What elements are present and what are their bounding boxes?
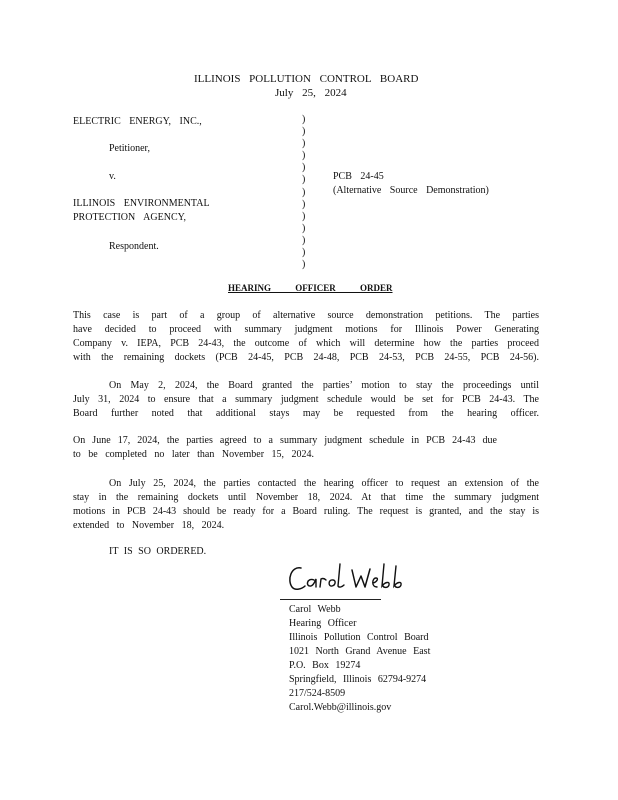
paragraph-line: motions in PCB 24-43 should be ready for a Board ruling. The request is granted, and the stay is — [73, 506, 539, 517]
signer-city: Springfield, Illinois 62794-9274 — [289, 674, 427, 685]
petitioner-role: Petitioner, — [109, 143, 150, 154]
order-title: HEARING OFFICER ORDER — [228, 283, 393, 293]
respondent-role: Respondent. — [109, 241, 159, 252]
paragraph-line: On June 17, 2024, the parties agreed to a summary judgment schedule in PCB 24-43 due — [73, 435, 497, 446]
petitioner-name: ELECTRIC ENERGY, INC., — [73, 116, 202, 127]
signer-address-line1: 1021 North Grand Avenue East — [289, 646, 431, 657]
closing-statement: IT IS SO ORDERED. — [109, 546, 207, 557]
paragraph-line: to be completed no later than November 15, 2024. — [73, 449, 315, 460]
paragraph-line: extended to November 18, 2024. — [73, 520, 225, 531]
caption-parentheses: ) ) ) ) ) ) ) ) ) ) ) ) ) — [302, 114, 306, 271]
signer-address-line2: P.O. Box 19274 — [289, 660, 361, 671]
signer-name: Carol Webb — [289, 604, 341, 615]
signer-organization: Illinois Pollution Control Board — [289, 632, 429, 643]
signer-title: Hearing Officer — [289, 618, 357, 629]
respondent-name-line1: ILLINOIS ENVIRONMENTAL — [73, 198, 210, 209]
case-type: (Alternative Source Demonstration) — [333, 185, 489, 196]
case-number: PCB 24-45 — [333, 171, 384, 182]
paragraph-line: stay in the remaining dockets until November 18, 2024. At that time the summary judgment — [73, 492, 539, 503]
paragraph-line: with the remaining dockets (PCB 24-45, PCB 24-48, PCB 24-53, PCB 24-55, PCB 24-56). — [73, 352, 539, 363]
versus: v. — [109, 171, 116, 182]
signature-line — [280, 599, 381, 600]
paragraph-line: On May 2, 2024, the Board granted the parties’ motion to stay the proceedings until — [109, 380, 539, 391]
paragraph-line: have decided to proceed with summary judgment motions for Illinois Power Generating — [73, 324, 539, 335]
paragraph-line: On July 25, 2024, the parties contacted the hearing officer to request an extension of the — [109, 478, 539, 489]
signature-block — [289, 603, 430, 715]
paragraph-line: July 31, 2024 to ensure that a summary judgment schedule would be set for PCB 24-43. The — [73, 394, 539, 405]
paragraph-1 — [73, 309, 539, 365]
signer-email: Carol.Webb@illinois.gov — [289, 702, 392, 713]
agency-title: ILLINOIS POLLUTION CONTROL BOARD — [194, 73, 419, 85]
paragraph-3 — [73, 434, 497, 462]
paragraph-line: Company v. IEPA, PCB 24-43, the outcome of which will determine how the parties proceed — [73, 338, 539, 349]
signer-phone: 217/524-8509 — [289, 688, 346, 699]
respondent-name-line2: PROTECTION AGENCY, — [73, 212, 187, 223]
order-date: July 25, 2024 — [275, 87, 347, 99]
paragraph-4 — [73, 477, 539, 533]
handwritten-signature — [285, 560, 415, 596]
paragraph-line: This case is part of a group of alternative source demonstration petitions. The parties — [73, 310, 539, 321]
paragraph-2 — [73, 379, 539, 421]
paragraph-line: Board further noted that additional stays may be requested from the hearing officer. — [73, 408, 539, 419]
